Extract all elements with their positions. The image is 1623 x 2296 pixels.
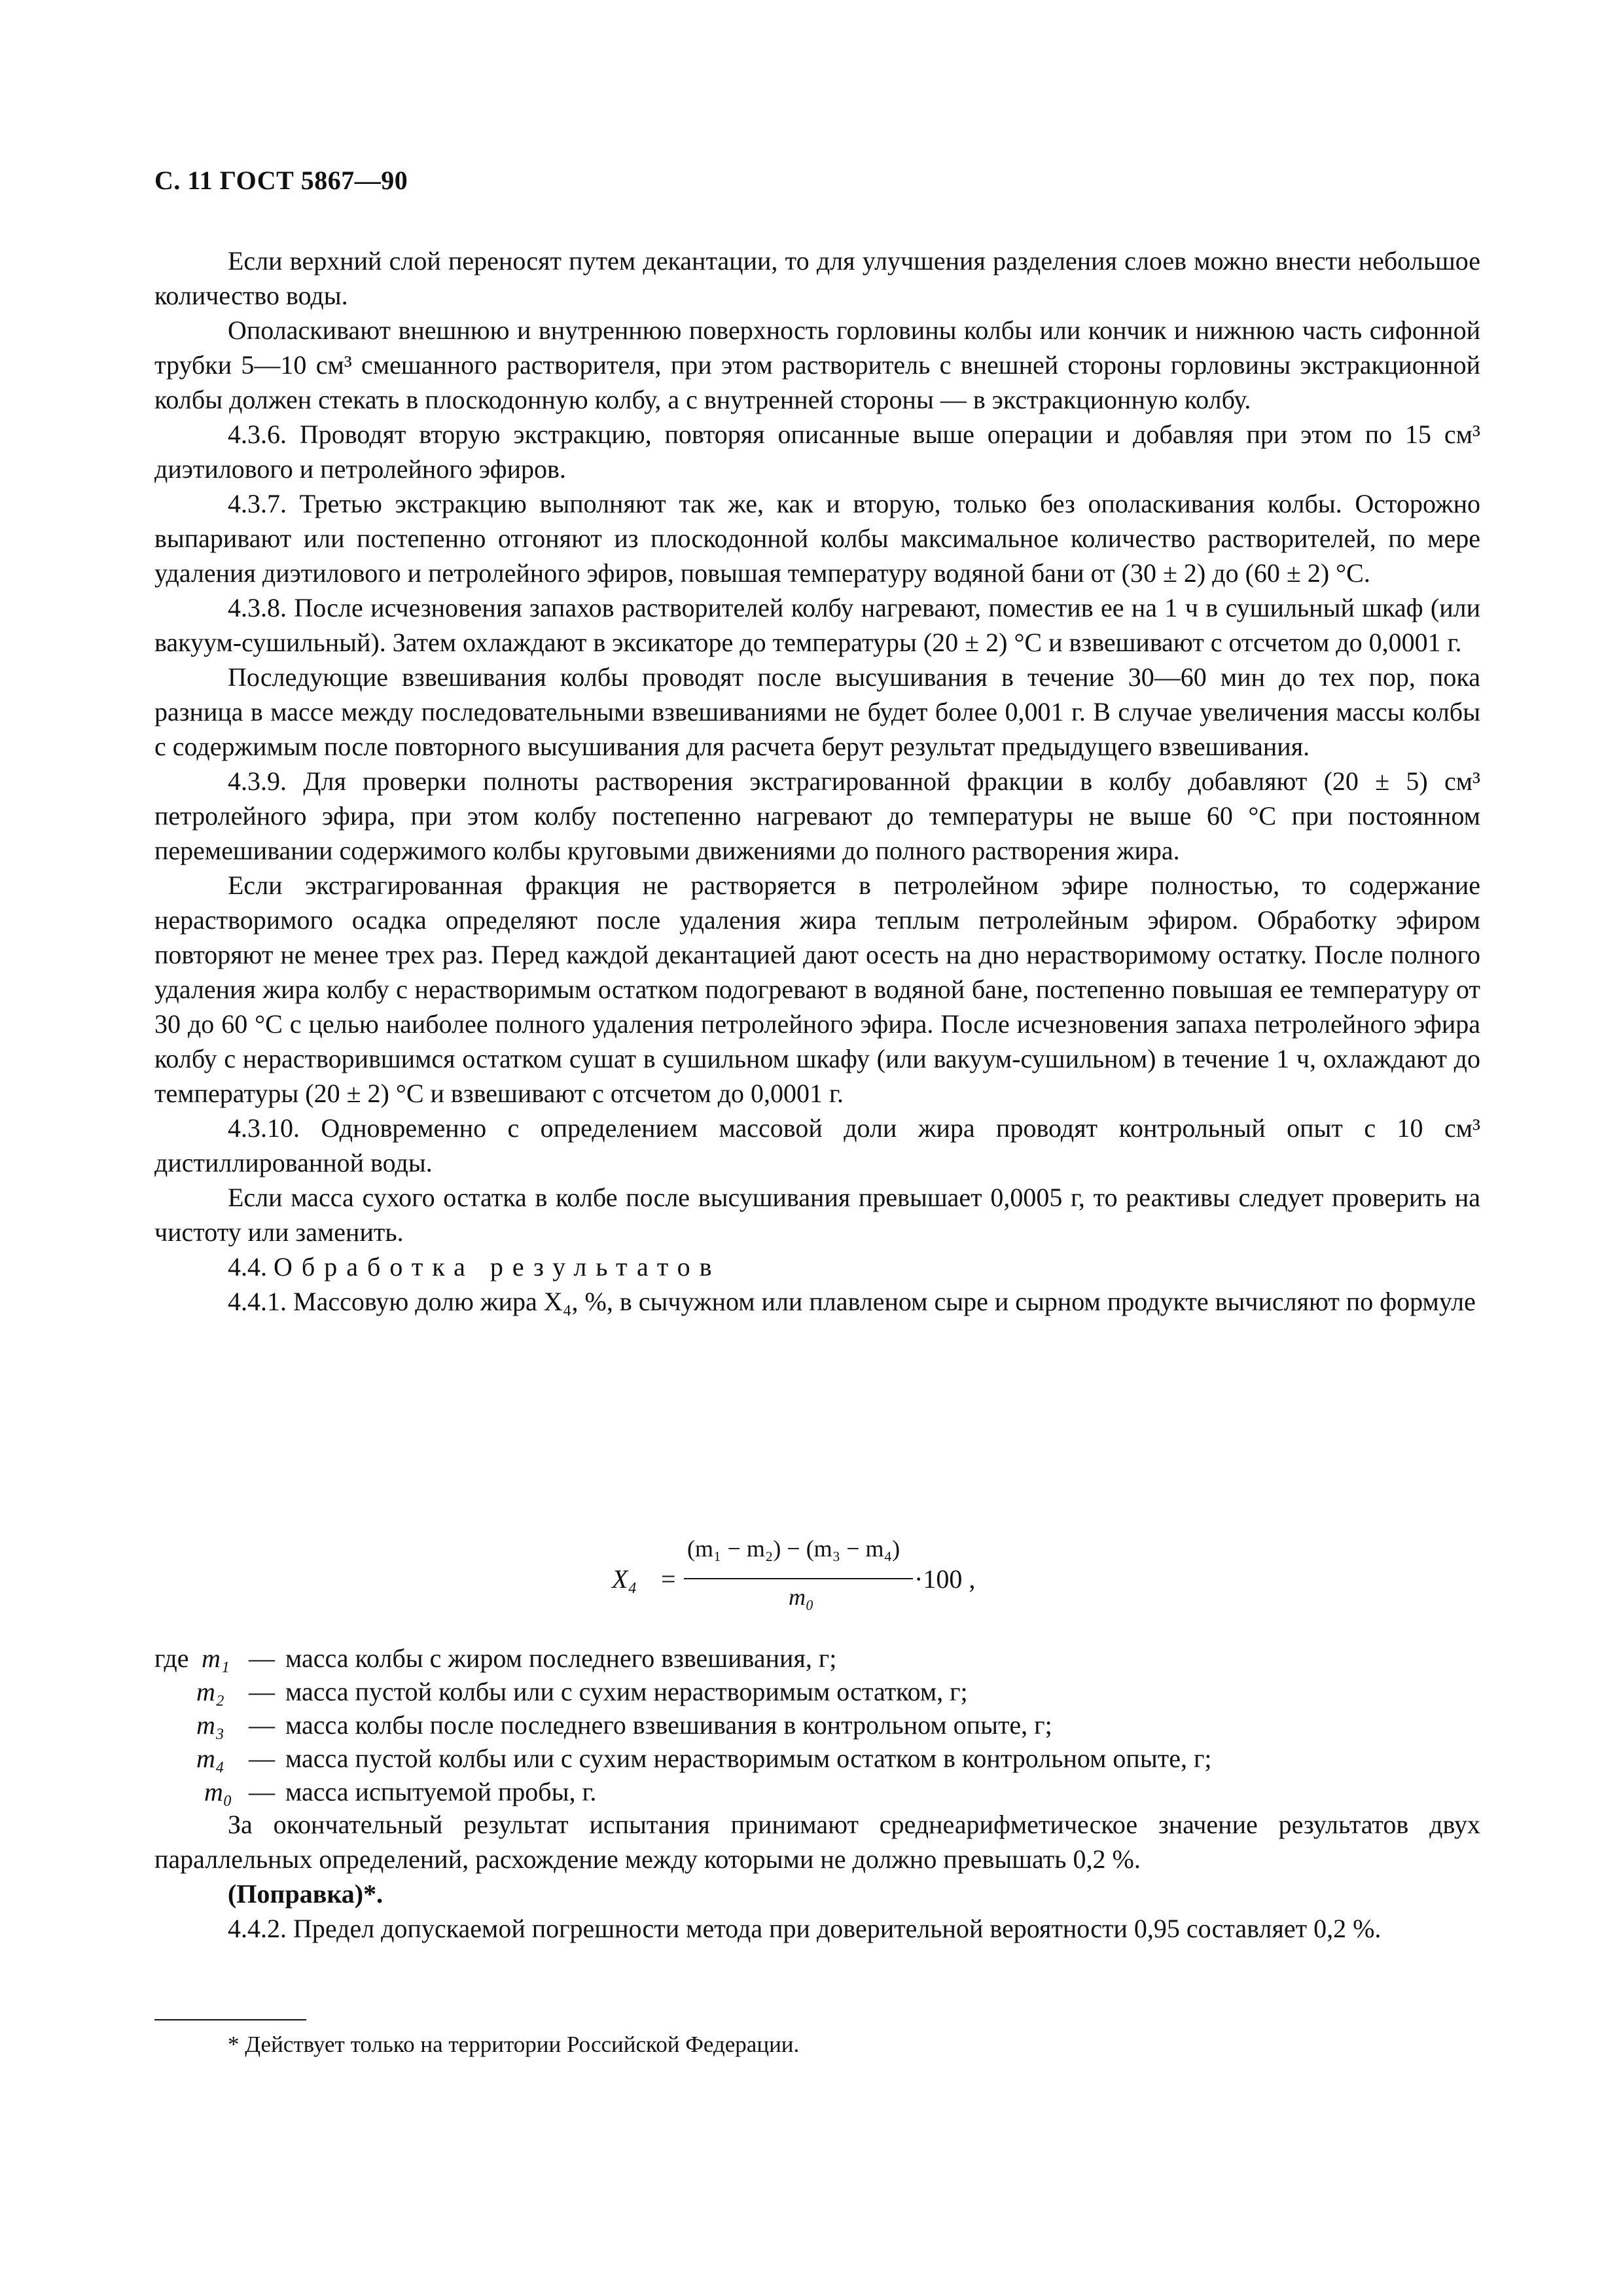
footnote-divider <box>154 2019 306 2020</box>
variable-dash: — <box>249 1643 275 1673</box>
variable-dash: — <box>249 1710 275 1740</box>
result-paragraph: За окончательный результат испытания принимают среднеарифметическое значение результатов двух параллельных определений, расхождение между которыми не должно превышать 0,2 %. <box>154 1810 1480 1874</box>
fat-fraction-formula <box>612 1535 1031 1620</box>
variable-description: масса пустой колбы или с сухим нерастворимым остатком в контрольном опыте, г; <box>285 1744 1212 1773</box>
variable-description: масса испытуемой пробы, г. <box>285 1777 597 1806</box>
section-heading-4-4 <box>154 1249 1480 1284</box>
variable-row <box>154 1641 1480 1675</box>
formula-equals: = <box>661 1564 676 1594</box>
variable-row <box>154 1708 1480 1742</box>
variable-dash: — <box>249 1777 275 1806</box>
paragraph-4-3-9: 4.3.9. Для проверки полноты растворения экстрагированной фракции в колбу добавляют (20 ± 5) см³ петролейного эфира, при этом колбу постепенно нагревают до температуры не выше 60 °С при постоянном перемешивании содержимого колбы круговыми движениями до полного растворения жира. <box>154 766 1480 865</box>
variable-legend <box>154 1641 1480 1808</box>
section-number: 4.4. <box>228 1252 267 1282</box>
paragraph-4-3-8: 4.3.8. После исчезновения запахов растворителей колбу нагревают, поместив ее на 1 ч в сушильный шкаф (или вакуум-сушильный). Затем охлаждают в эксикаторе до температуры (20 ± 2) °С и взвешивают с отсчетом до 0,0001 г. <box>154 593 1480 657</box>
variable-row <box>154 1742 1480 1775</box>
variable-description: масса колбы после последнего взвешивания в контрольном опыте, г; <box>285 1710 1052 1740</box>
formula-denominator: m₀ <box>789 1584 814 1610</box>
paragraph: Если верхний слой переносят путем декантации, то для улучшения разделения слоев можно внести небольшое количество воды. <box>154 246 1480 310</box>
footnote: * Действует только на территории Российской Федерации. <box>228 2032 800 2057</box>
paragraph-4-3-10: 4.3.10. Одновременно с определением массовой доли жира проводят контрольный опыт с 10 см³ дистиллированной воды. <box>154 1113 1480 1177</box>
paragraph-4-3-6: 4.3.6. Проводят вторую экстракцию, повторяя описанные выше операции и добавляя при этом по 15 см³ диэтилового и петролейного эфиров. <box>154 420 1480 484</box>
variable-description: масса колбы с жиром последнего взвешивания, г; <box>285 1643 837 1673</box>
variable-row <box>154 1775 1480 1808</box>
formula-multiplier: ·100 , <box>914 1564 976 1594</box>
variable-symbol: m₀ <box>204 1777 232 1806</box>
paragraph: Ополаскивают внешнюю и внутреннюю поверхность горловины колбы или кончик и нижнюю часть сифонной трубки 5—10 см³ смешанного растворителя, при этом растворитель с внешней стороны горловины экстракционной колбы должен стекать в плоскодонную колбу, а с внутренней стороны — в экстракционную колбу. <box>154 315 1480 414</box>
variable-description: масса пустой колбы или с сухим нерастворимым остатком, г; <box>285 1677 968 1706</box>
result-section <box>154 1807 1480 1946</box>
variable-symbol: m₃ <box>196 1710 224 1740</box>
variable-symbol: m₄ <box>196 1744 224 1773</box>
variable-dash: — <box>249 1744 275 1773</box>
variable-prefix: где <box>154 1643 189 1673</box>
formula-lhs: X₄ <box>612 1564 637 1594</box>
variable-symbol: m₂ <box>196 1677 224 1706</box>
formula-numerator: (m₁ − m₂) − (m₃ − m₄) <box>687 1535 901 1562</box>
variable-row <box>154 1675 1480 1708</box>
paragraph: Последующие взвешивания колбы проводят после высушивания в течение 30—60 мин до тех пор, пока разница в массе между последовательными взвешиваниями не будет более 0,001 г. В случае увеличения массы колбы с содержимым после повторного высушивания для расчета берут результат предыдущего взвешивания. <box>154 662 1480 761</box>
paragraph-4-4-2: 4.4.2. Предел допускаемой погрешности метода при доверительной вероятности 0,95 составляет 0,2 %. <box>228 1914 1382 1943</box>
paragraph-4-3-7: 4.3.7. Третью экстракцию выполняют так же, как и вторую, только без ополаскивания колбы. Осторожно выпаривают или постепенно отгоняют из плоскодонной колбы максимальное количество растворителей, по мере удаления диэтилового и петролейного эфиров, повышая температуру водяной бани от (30 ± 2) до (60 ± 2) °С. <box>154 489 1480 588</box>
variable-symbol: m₁ <box>202 1643 230 1673</box>
amendment-note: (Поправка)*. <box>228 1879 383 1909</box>
section-title: Обработка результатов <box>274 1252 721 1282</box>
paragraph: Если экстрагированная фракция не растворяется в петролейном эфире полностью, то содержание нерастворимого осадка определяют после удаления жира теплым петролейным эфиром. Обработку эфиром повторяют не менее трех раз. Перед каждой декантацией дают осесть на дно нерастворимому остатку. После полного удаления жира колбу с нерастворимым остатком подогревают в водяной бане, постепенно повышая ее температуру от 30 до 60 °С с целью наиболее полного удаления петролейного эфира. После исчезновения запаха петролейного эфира колбу с нерастворившимся остатком сушат в сушильном шкафу (или вакуум-сушильном) в течение 1 ч, охлаждают до температуры (20 ± 2) °С и взвешивают с отсчетом до 0,0001 г. <box>154 870 1480 1108</box>
paragraph: Если масса сухого остатка в колбе после высушивания превышает 0,0005 г, то реактивы следует проверить на чистоту или заменить. <box>154 1183 1480 1247</box>
paragraph-4-4-1: 4.4.1. Массовую долю жира X₄, %, в сычужном или плавленом сыре и сырном продукте вычисляют по формуле <box>228 1287 1476 1316</box>
fraction-bar <box>684 1578 913 1579</box>
variable-dash: — <box>249 1677 275 1706</box>
page-header: С. 11 ГОСТ 5867—90 <box>154 166 408 195</box>
body-text <box>154 243 1480 1319</box>
